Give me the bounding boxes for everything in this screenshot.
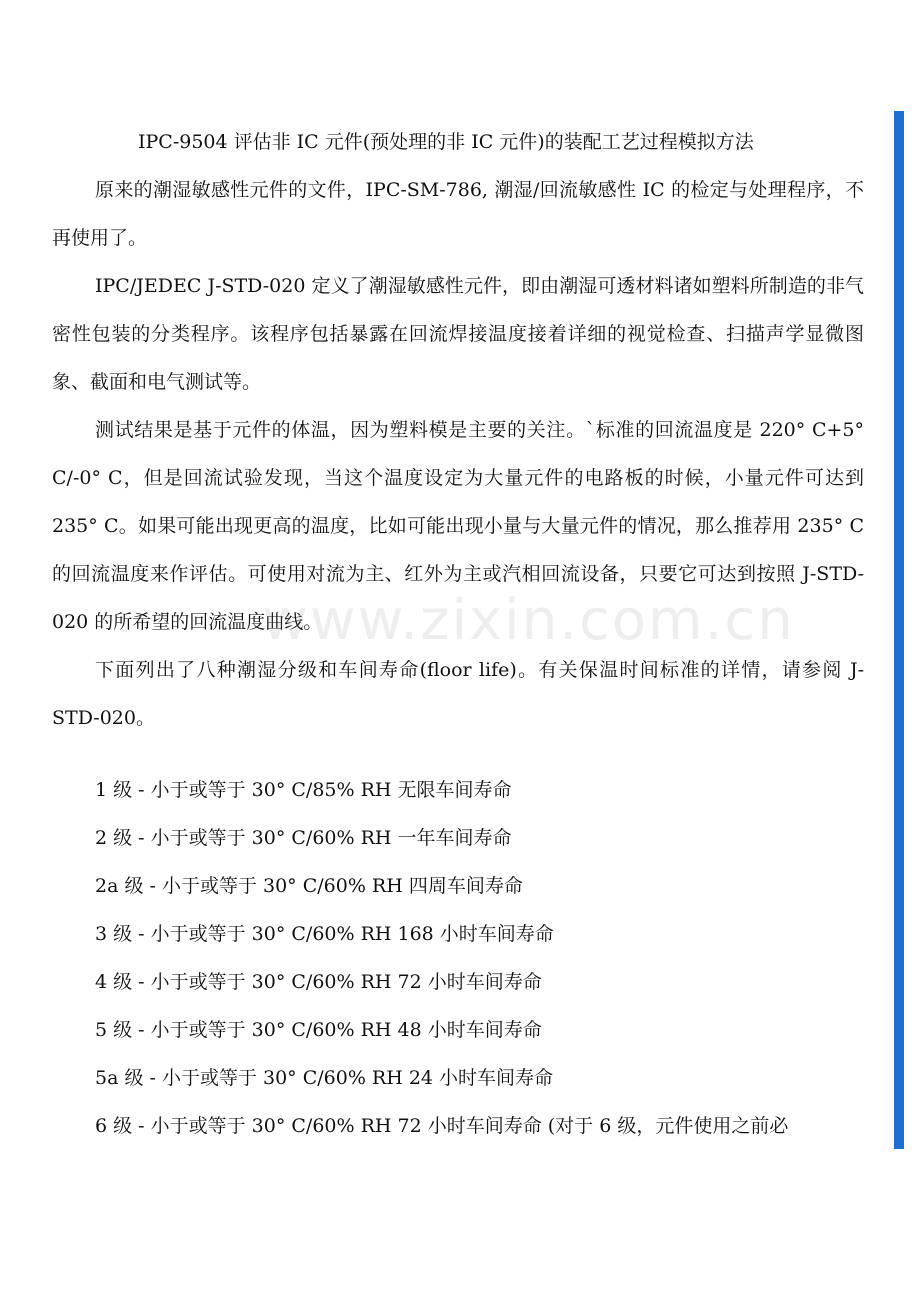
list-item-level-3: 3 级 - 小于或等于 30° C/60% RH 168 小时车间寿命 bbox=[95, 923, 554, 945]
document-title: IPC-9504 评估非 IC 元件(预处理的非 IC 元件)的装配工艺过程模拟方法 bbox=[138, 131, 754, 153]
paragraph-reflow-temp: 测试结果是基于元件的体温，因为塑料模是主要的关注。`标准的回流温度是 220° C+5° C/-0° C，但是回流试验发现，当这个温度设定为大量元件的电路板的时候，小量元件可达到 235° C。如果可能出现更高的温度，比如可能出现小量与大量元件的情况，那么推荐用 235° C 的回流温度来作评估。可使用对流为主、红外为主或汽相回流设备，只要它可达到按照 J-STD-020 的所希望的回流温度曲线。 bbox=[52, 419, 864, 633]
list-item-level-2: 2 级 - 小于或等于 30° C/60% RH 一年车间寿命 bbox=[95, 827, 512, 849]
vertical-scrollbar[interactable] bbox=[894, 111, 904, 1149]
paragraph-msd-doc: 原来的潮湿敏感性元件的文件，IPC-SM-786, 潮湿/回流敏感性 IC 的检定与处理程序，不再使用了。 bbox=[52, 179, 864, 249]
watermark: www.zixin.com.cn bbox=[262, 588, 795, 653]
paragraph-jstd020: IPC/JEDEC J-STD-020 定义了潮湿敏感性元件，即由潮湿可透材料诸如塑料所制造的非气密性包装的分类程序。该程序包括暴露在回流焊接温度接着详细的视觉检查、扫描声学显微图象、截面和电气测试等。 bbox=[52, 275, 864, 393]
paragraph-levels-intro: 下面列出了八种潮湿分级和车间寿命(floor life)。有关保温时间标准的详情，请参阅 J-STD-020。 bbox=[52, 659, 864, 729]
list-item-level-2a: 2a 级 - 小于或等于 30° C/60% RH 四周车间寿命 bbox=[95, 875, 523, 897]
list-item-level-1: 1 级 - 小于或等于 30° C/85% RH 无限车间寿命 bbox=[95, 779, 512, 801]
list-item-level-4: 4 级 - 小于或等于 30° C/60% RH 72 小时车间寿命 bbox=[95, 971, 542, 993]
list-item-level-5a: 5a 级 - 小于或等于 30° C/60% RH 24 小时车间寿命 bbox=[95, 1067, 554, 1089]
list-item-level-6: 6 级 - 小于或等于 30° C/60% RH 72 小时车间寿命 (对于 6 级，元件使用之前必 bbox=[95, 1115, 789, 1137]
list-item-level-5: 5 级 - 小于或等于 30° C/60% RH 48 小时车间寿命 bbox=[95, 1019, 542, 1041]
moisture-level-list bbox=[52, 766, 864, 1150]
